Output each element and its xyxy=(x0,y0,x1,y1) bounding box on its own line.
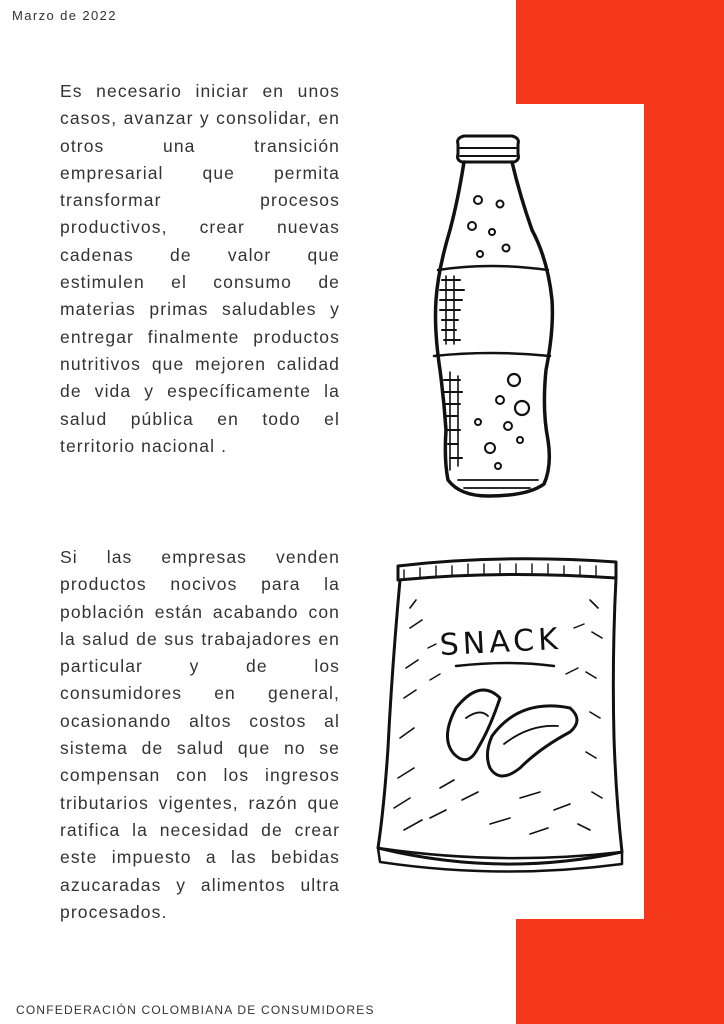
paragraph-health-costs: Si las empresas venden productos nocivos para la población están acabando con la salud de sus trabajadores en particular y de los consumidores en general, ocasionando altos costos al sistema de salud que no se compensan con los ingresos tributarios vigentes, razón que ratifica la necesidad de crear este impuesto a las bebidas azucaradas y alimentos ultra procesados. xyxy=(60,547,340,922)
snack-label-text: SNACK xyxy=(438,621,563,664)
footer-organization: CONFEDERACIÓN COLOMBIANA DE CONSUMIDORES xyxy=(16,1003,375,1017)
soda-bottle-icon xyxy=(420,130,570,510)
issue-date: Marzo de 2022 xyxy=(12,8,117,23)
snack-bag-icon xyxy=(370,548,632,882)
paragraph-transition: Es necesario iniciar en unos casos, avanzar y consolidar, en otros una transición empresarial que permita transformar procesos productivos, crear nuevas cadenas de valor que estimulen el consumo de materias primas saludables y entregar finalmente productos nutritivos que mejoren calidad de vida y específicamente la salud pública en todo el territorio nacional . xyxy=(60,81,340,456)
